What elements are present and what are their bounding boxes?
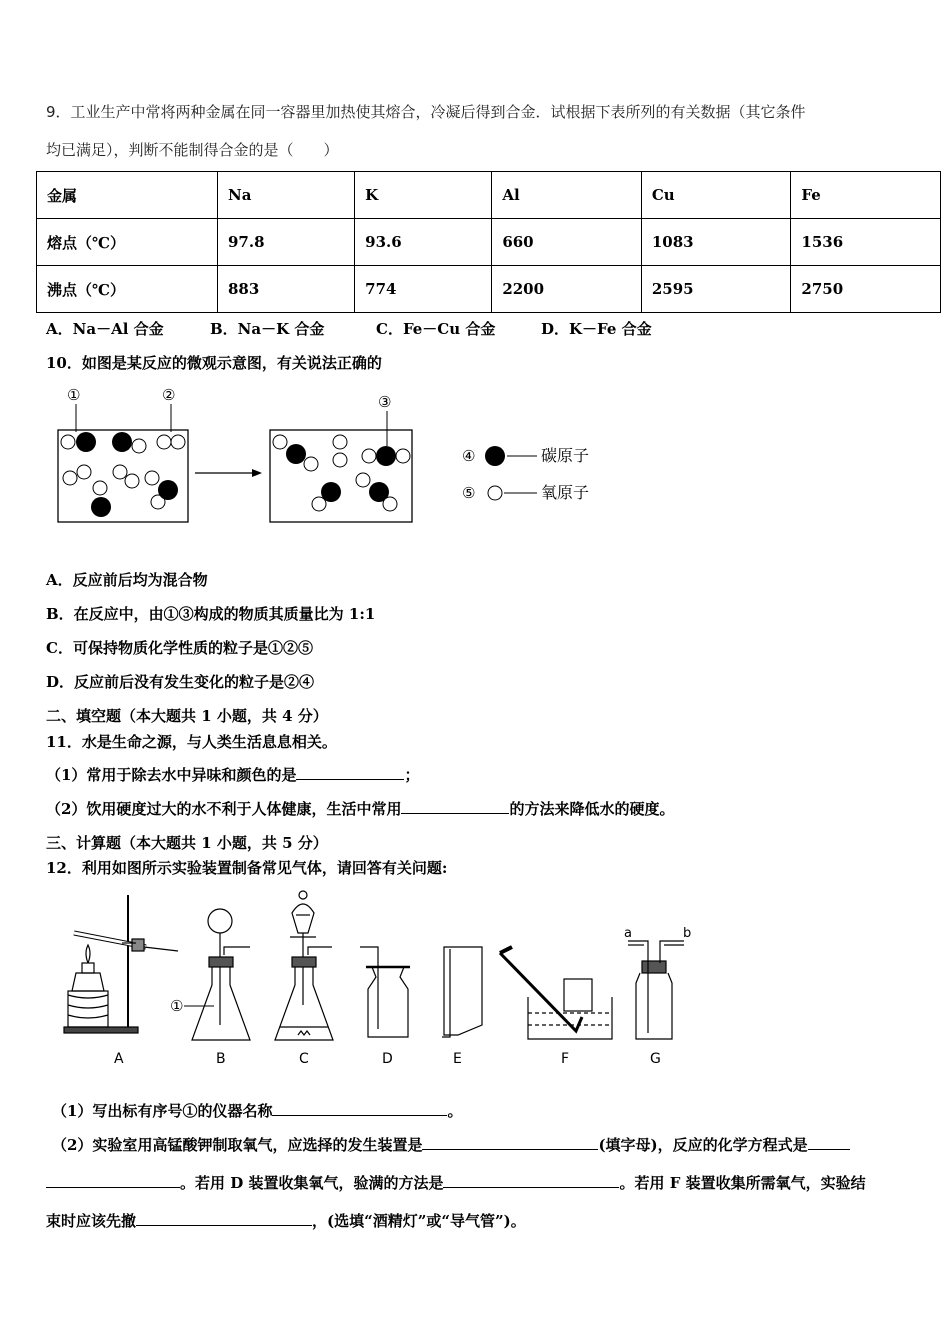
table-header-row — [37, 172, 941, 219]
q12-part2-mid2: 。若用 D 装置收集氧气，验满的方法是 — [180, 1174, 444, 1192]
q12-part1-text: （1）写出标有序号①的仪器名称 — [52, 1102, 273, 1120]
table-cell: K — [355, 172, 492, 219]
apparatus-e — [442, 947, 482, 1037]
carbon-legend: 碳原子 — [541, 446, 590, 465]
apparatus-label: B — [216, 1051, 226, 1067]
q11-part2 — [46, 798, 674, 819]
q12-part1-end: 。 — [447, 1102, 463, 1120]
q12-part2-text: （2）实验室用高锰酸钾制取氧气，应选择的发生装置是 — [52, 1136, 423, 1154]
q11-part1-text: （1）常用于除去水中异味和颜色的是 — [46, 766, 297, 784]
apparatus-f — [500, 947, 612, 1039]
answer-blank[interactable] — [808, 1135, 850, 1150]
q12-part2-text3: 束时应该先撤 — [46, 1212, 137, 1230]
q10-option-c: C．可保持物质化学性质的粒子是①②⑤ — [46, 639, 313, 657]
apparatus-label: D — [382, 1051, 393, 1067]
port-a-label: a — [624, 926, 632, 941]
q9-option-d: D．K－Fe 合金 — [541, 320, 652, 338]
answer-blank[interactable] — [272, 1101, 447, 1116]
metal-data-table — [36, 171, 941, 313]
apparatus-g — [628, 941, 684, 1039]
table-row — [37, 219, 941, 266]
q11-part2-end: 的方法来降低水的硬度。 — [509, 800, 675, 818]
table-cell: Cu — [641, 172, 791, 219]
table-cell: 熔点（℃） — [37, 219, 218, 266]
answer-blank[interactable] — [46, 1173, 180, 1188]
label-2: ② — [162, 386, 176, 404]
apparatus-label: G — [650, 1051, 661, 1067]
oxygen-atom-icon — [488, 486, 502, 500]
q11-stem: 11．水是生命之源，与人类生活息息相关。 — [46, 733, 337, 751]
lab-apparatus-figure — [46, 885, 726, 1070]
answer-blank[interactable] — [136, 1211, 312, 1226]
answer-blank[interactable] — [401, 799, 509, 814]
q9-stem-line1: 9．工业生产中常将两种金属在同一容器里加热使其熔合，冷凝后得到合金．试根据下表所列的有关数据（其它条件 — [46, 103, 806, 121]
q10-option-b: B．在反应中，由①③构成的物质其质量比为 1:1 — [46, 605, 376, 623]
table-cell: 2200 — [492, 266, 642, 313]
q10-stem: 10．如图是某反应的微观示意图，有关说法正确的 — [46, 354, 382, 372]
label-4: ④ — [462, 447, 476, 465]
apparatus-label: E — [453, 1051, 462, 1067]
q11-part1-end: ； — [404, 766, 420, 784]
carbon-atom-icon — [485, 446, 505, 466]
q9-stem-line2: 均已满足），判断不能制得合金的是（ ） — [46, 141, 339, 159]
q11-part2-text: （2）饮用硬度过大的水不利于人体健康，生活中常用 — [46, 800, 402, 818]
table-cell: 沸点（℃） — [37, 266, 218, 313]
label-3: ③ — [378, 393, 392, 411]
q12-part1 — [52, 1100, 462, 1121]
q12-stem: 12．利用如图所示实验装置制备常见气体，请回答有关问题: — [46, 859, 448, 877]
mark-1: ① — [170, 997, 184, 1015]
q12-part2-line1 — [52, 1134, 850, 1155]
section2-heading: 二、填空题（本大题共 1 小题，共 4 分） — [46, 707, 328, 725]
table-cell: Na — [218, 172, 355, 219]
q10-option-a: A．反应前后均为混合物 — [46, 571, 208, 589]
q9-option-b: B．Na－K 合金 — [210, 320, 325, 338]
q12-part2-mid: (填字母)，反应的化学方程式是 — [598, 1136, 808, 1154]
q12-part2-line3 — [46, 1210, 526, 1231]
table-cell: 1536 — [791, 219, 941, 266]
answer-blank[interactable] — [443, 1173, 619, 1188]
apparatus-a — [64, 895, 178, 1033]
q10-option-d: D．反应前后没有发生变化的粒子是②④ — [46, 673, 315, 691]
table-cell: Al — [492, 172, 642, 219]
section3-heading: 三、计算题（本大题共 1 小题，共 5 分） — [46, 834, 328, 852]
table-cell: 1083 — [641, 219, 791, 266]
q12-part2-end2: 。若用 F 装置收集所需氧气，实验结 — [619, 1174, 866, 1192]
table-cell: 660 — [492, 219, 642, 266]
apparatus-d — [360, 947, 410, 1037]
q9-option-c: C．Fe－Cu 合金 — [376, 320, 496, 338]
apparatus-label: C — [299, 1051, 309, 1067]
label-5: ⑤ — [462, 484, 476, 502]
q12-part2-line2 — [46, 1172, 866, 1193]
label-1: ① — [67, 386, 81, 404]
table-cell: 97.8 — [218, 219, 355, 266]
q11-part1 — [46, 764, 419, 785]
apparatus-c — [275, 891, 333, 1040]
table-cell: 883 — [218, 266, 355, 313]
table-row — [37, 266, 941, 313]
apparatus-label: A — [114, 1051, 124, 1067]
apparatus-b — [192, 909, 250, 1040]
table-cell: 2750 — [791, 266, 941, 313]
port-b-label: b — [683, 926, 692, 941]
answer-blank[interactable] — [422, 1135, 598, 1150]
oxygen-legend: 氧原子 — [541, 483, 590, 502]
apparatus-label: F — [561, 1051, 570, 1067]
answer-blank[interactable] — [296, 765, 404, 780]
table-cell: 774 — [355, 266, 492, 313]
table-cell: 金属 — [37, 172, 218, 219]
table-cell: Fe — [791, 172, 941, 219]
reaction-micro-diagram — [40, 380, 620, 540]
q12-part2-end3: ，(选填“酒精灯”或“导气管”)。 — [312, 1212, 526, 1230]
table-cell: 2595 — [641, 266, 791, 313]
q9-option-a: A．Na－Al 合金 — [46, 320, 164, 338]
table-cell: 93.6 — [355, 219, 492, 266]
